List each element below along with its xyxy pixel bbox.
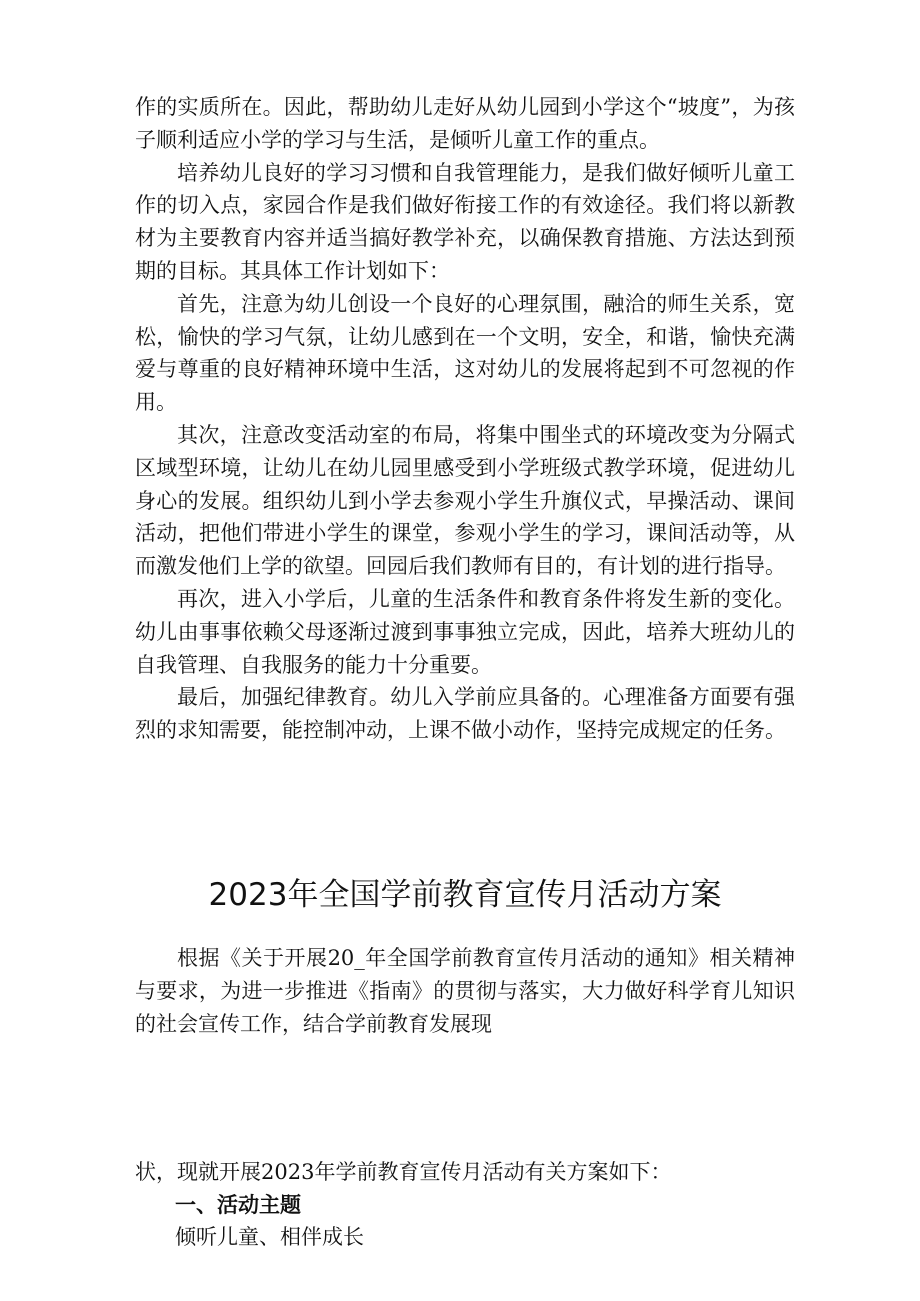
section-title: 2023年全国学前教育宣传月活动方案: [208, 877, 722, 913]
section-continued: [135, 1156, 795, 1253]
activity-theme: 倾听儿童、相伴成长: [175, 1224, 364, 1249]
paragraph-3: 首先，注意为幼儿创设一个良好的心理氛围，融洽的师生关系，宽松，愉快的学习气氛，让幼儿感到在一个文明，安全，和谐，愉快充满爱与尊重的良好精神环境中生活，这对幼儿的发展将起到不可忽视的作用。: [135, 291, 795, 415]
paragraph-1: 作的实质所在。因此，帮助幼儿走好从幼儿园到小学这个“坡度”，为孩子顺利适应小学的学习与生活，是倾听儿童工作的重点。: [135, 95, 795, 152]
section-heading-1: 一、活动主题: [175, 1192, 301, 1217]
document-page: [135, 91, 795, 1249]
intro-paragraph: 根据《关于开展20_年全国学前教育宣传月活动的通知》相关精神与要求，为进一步推进《指南》的贯彻与落实，大力做好科学育儿知识的社会宣传工作，结合学前教育发展现: [135, 946, 795, 1036]
paragraph-2: 培养幼儿良好的学习习惯和自我管理能力，是我们做好倾听儿童工作的切入点，家园合作是我们做好衔接工作的有效途径。我们将以新教材为主要教育内容并适当搞好教学补充，以确保教育措施、方法达到预期的目标。其具体工作计划如下：: [135, 160, 795, 283]
paragraph-4: 其次，注意改变活动室的布局，将集中围坐式的环境改变为分隔式区域型环境，让幼儿在幼儿园里感受到小学班级式教学环境，促进幼儿身心的发展。组织幼儿到小学去参观小学生升旗仪式，早操活动、课间活动，把他们带进小学生的课堂，参观小学生的学习，课间活动等，从而激发他们上学的欲望。回园后我们教师有目的，有计划的进行指导。: [135, 422, 795, 579]
paragraph-5: 再次，进入小学后，儿童的生活条件和教育条件将发生新的变化。幼儿由事事依赖父母逐渐过渡到事事独立完成，因此，培养大班幼儿的自我管理、自我服务的能力十分重要。: [135, 586, 795, 677]
intro-continuation: 状，现就开展2023年学前教育宣传月活动有关方案如下：: [135, 1160, 672, 1184]
body-text: [135, 91, 795, 747]
paragraph-6: 最后，加强纪律教育。幼儿入学前应具备的。心理准备方面要有强烈的求知需要，能控制冲动，上课不做小动作，坚持完成规定的任务。: [135, 685, 795, 743]
